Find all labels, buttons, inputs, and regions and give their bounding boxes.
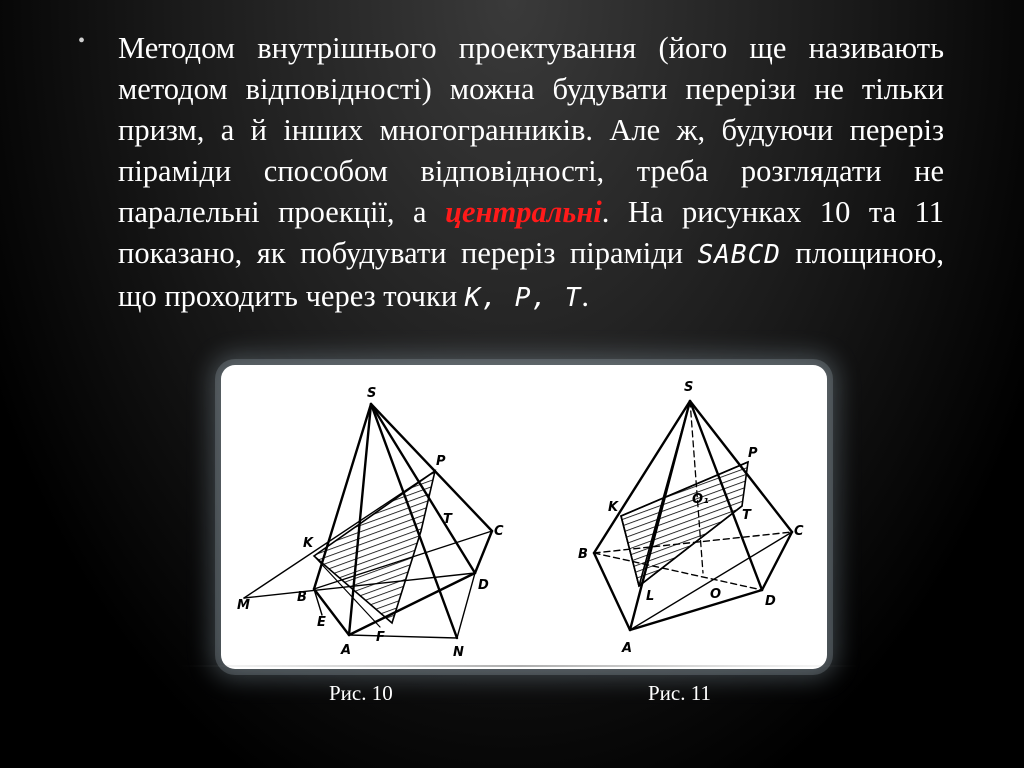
fig10-label-F: F (376, 630, 385, 645)
fig10-line-DN (457, 573, 475, 638)
fig10-label-N: N (453, 645, 464, 660)
math-points: K, P, T (464, 283, 582, 313)
fig10-label-C: C (494, 524, 504, 539)
figure-11-drawing (594, 401, 792, 630)
figure-10-caption: Рис. 10 (329, 681, 393, 705)
shelf-divider (180, 665, 860, 667)
fig10-label-P: P (436, 454, 446, 469)
bullet-icon: • (78, 30, 86, 52)
math-pyramid-name: SABCD (697, 240, 781, 270)
fig11-label-A: A (622, 641, 633, 656)
fig10-label-D: D (478, 578, 489, 593)
fig10-line-AN (349, 635, 457, 638)
paragraph-text-3: площиною, що проходить через точки (118, 236, 944, 313)
fig11-label-D: D (765, 594, 776, 609)
fig10-label-B: B (297, 590, 307, 605)
paragraph-text-4: . (581, 279, 589, 313)
body-paragraph (118, 28, 944, 319)
fig11-label-T: T (742, 508, 751, 523)
fig11-label-L: L (646, 589, 655, 604)
fig11-label-P: P (748, 446, 758, 461)
fig11-edge-AB (594, 553, 630, 630)
fig10-section-hatch (314, 471, 435, 623)
figures-svg (221, 365, 827, 669)
fig11-label-B: B (578, 547, 588, 562)
figure-10-drawing (244, 404, 492, 638)
fig10-label-E: E (317, 615, 326, 630)
paragraph-text-1: Методом внутрішнього проектування (його ще називають методом відповідності) можна будувати перерізи не тільки призм, а й інших многогранників. Але ж, будуючи переріз піраміди способом відповідності, треба розглядати не паралельні проекції, а (118, 31, 944, 229)
figure-11-caption: Рис. 11 (648, 681, 711, 705)
fig11-label-O: O (710, 587, 722, 602)
fig11-label-K: K (608, 500, 619, 515)
accent-word: центральні (445, 195, 602, 229)
fig10-label-M: M (237, 598, 250, 613)
figure-panel (221, 365, 827, 669)
fig10-label-A: A (341, 643, 352, 658)
fig11-label-O1: O₁ (692, 492, 709, 507)
fig10-label-K: K (303, 536, 314, 551)
fig10-edge-DC (475, 531, 492, 573)
fig11-label-S: S (684, 380, 694, 395)
fig11-diag-BD (594, 553, 762, 590)
fig11-label-C: C (794, 524, 804, 539)
fig10-label-S: S (367, 386, 377, 401)
paragraph-text-2: . На рисунках 10 та 11 показано, як побудувати переріз піраміди (118, 195, 944, 270)
fig10-label-T: T (443, 512, 452, 527)
